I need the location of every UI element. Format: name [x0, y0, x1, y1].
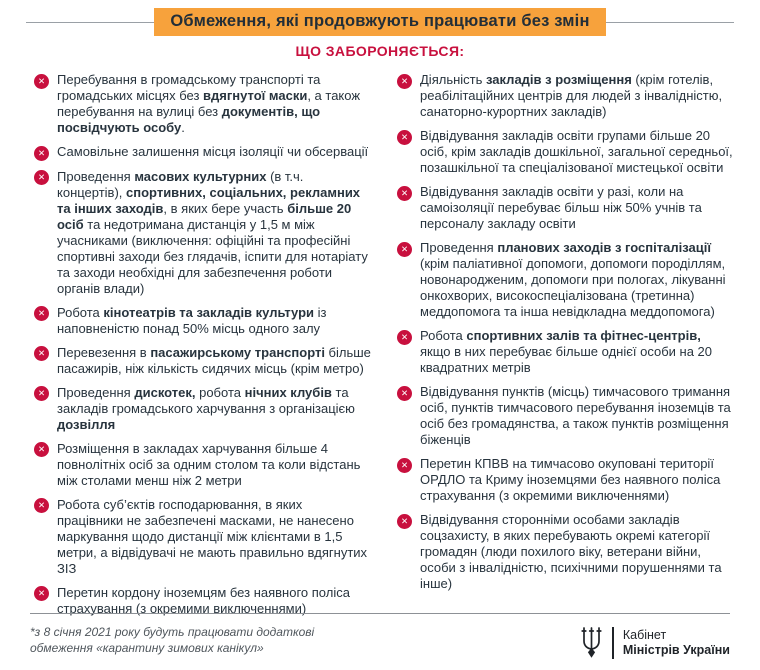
restriction-text: Розміщення в закладах харчування більше 4 повнолітніх осіб за одним столом та коли відстань між столами менш ніж 2 метри [57, 440, 361, 488]
restriction-item [34, 441, 371, 489]
restriction-item [397, 384, 734, 448]
restrictions-column-right [397, 72, 734, 625]
restrictions-column-left [34, 72, 371, 625]
restriction-item [34, 345, 371, 377]
restriction-text: Проведення планових заходів з госпіталізації (крім паліативної допомоги, допомоги породіллям, новонародженим, допомоги при пологах, лікуванні онкохворих, високоспеціалізована (третинна) меддопомога та інша невідкладна меддопомога) [420, 240, 726, 319]
x-circle-icon: ✕ [34, 386, 49, 401]
restriction-item [397, 184, 734, 232]
org-name [623, 628, 730, 658]
restriction-text: Перевезення в пасажирському транспорті більше пасажирів, ніж кількість сидячих місць (крім метро) [57, 344, 371, 376]
x-circle-icon: ✕ [397, 514, 412, 529]
x-circle-icon: ✕ [34, 170, 49, 185]
restriction-text: Відвідування пунктів (місць) тимчасового тримання осіб, пунктів тимчасового перебування іноземців та осіб без громадянства, а також пунктів розміщення біженців [420, 384, 731, 447]
restriction-item [34, 385, 371, 433]
restriction-text: Проведення масових культурних (в т.ч. концертів), спортивних, соціальних, рекламних та інших заходів, в яких бере участь більше 20 осіб та недотримана дистанція у 1,5 м між учасниками (виключення: офіційні та професійні спортивні заходи без глядачів, іспити для нотаріату та заходи необхідні для забезпечення роботи органів влади) [57, 168, 368, 296]
x-circle-icon: ✕ [34, 346, 49, 361]
restriction-item [34, 497, 371, 577]
logo-divider [612, 627, 614, 659]
restriction-text: Перетин кордону іноземцям без наявного поліса страхування (з окремими виключеннями) [57, 584, 350, 616]
restriction-text: Проведення дискотек, робота нічних клубів та закладів громадського харчування з організацією дозвілля [57, 384, 355, 432]
restriction-text: Відвідування закладів освіти у разі, коли на самоізоляції перебуває більш ніж 50% учнів та персоналу закладу освіти [420, 184, 702, 231]
footnote: *з 8 січня 2021 року будуть працювати додаткові обмеження «карантину зимових канікул» [30, 625, 315, 655]
restriction-item [397, 456, 734, 504]
x-circle-icon: ✕ [397, 186, 412, 201]
restriction-item [34, 169, 371, 297]
org-name-line2: Міністрів України [622, 643, 730, 657]
government-signature [580, 626, 730, 660]
restriction-text: Відвідування закладів освіти групами більше 20 осіб, крім закладів дошкільної, загальної середньої, позашкільної та спеціалізованої мистецької освіти [420, 128, 733, 175]
trident-icon [580, 626, 603, 660]
x-circle-icon: ✕ [397, 330, 412, 345]
restriction-item [34, 144, 371, 161]
x-circle-icon: ✕ [34, 74, 49, 89]
restriction-text: Робота кінотеатрів та закладів культури із наповненістю понад 50% місць одного залу [57, 304, 327, 336]
restriction-text: Діяльність закладів з розміщення (крім готелів, реабілітаційних центрів для людей з інвалідністю, санаторно-курортних закладів) [420, 72, 723, 119]
restriction-item [397, 72, 734, 120]
restriction-item [397, 512, 734, 592]
restriction-text: Робота спортивних залів та фітнес-центрів, якщо в них перебуває більше однієї особи на 20 квадратних метрів [420, 328, 712, 375]
header [0, 0, 760, 36]
restriction-text: Перетин КПВВ на тимчасово окуповані території ОРДЛО та Криму іноземцями без наявного поліса страхування (з окремими виключеннями) [420, 456, 721, 503]
header-rule-left [26, 22, 154, 23]
x-circle-icon: ✕ [397, 74, 412, 89]
x-circle-icon: ✕ [397, 130, 412, 145]
restriction-item [397, 240, 734, 320]
restriction-item [397, 328, 734, 376]
restriction-text: Робота суб’єктів господарювання, в яких працівники не забезпечені масками, не нанесено маркування щодо дистанції між клієнтами в 1,5 метри, а відвідувачі не мають правильно вдягнутих ЗІЗ [57, 496, 368, 576]
restriction-text: Самовільне залишення місця ізоляції чи обсервації [57, 144, 369, 159]
restriction-text: Відвідування сторонніми особами закладів соцзахисту, в яких перебувають окремі категорії громадян (люди похилого віку, ветерани війни, особи з інвалідністю, психічними порушеннями та інше) [420, 512, 722, 591]
x-circle-icon: ✕ [34, 498, 49, 513]
x-circle-icon: ✕ [34, 306, 49, 321]
restriction-item [34, 305, 371, 337]
x-circle-icon: ✕ [34, 586, 49, 601]
x-circle-icon: ✕ [397, 386, 412, 401]
footer [30, 613, 730, 660]
restriction-item [34, 585, 371, 617]
x-circle-icon: ✕ [34, 146, 49, 161]
x-circle-icon: ✕ [34, 442, 49, 457]
org-name-line1: Кабінет [622, 628, 667, 642]
restrictions-columns [0, 59, 760, 625]
restriction-text: Перебування в громадському транспорті та громадських місцях без вдягнутої маски, а також перебування на вулиці без документів, що посвідчують особу. [57, 72, 361, 135]
restriction-item [397, 128, 734, 176]
header-rule-right [606, 22, 734, 23]
restriction-item [34, 72, 371, 136]
section-heading: ЩО ЗАБОРОНЯЄТЬСЯ: [295, 43, 465, 59]
x-circle-icon: ✕ [397, 458, 412, 473]
x-circle-icon: ✕ [397, 242, 412, 257]
page-title: Обмеження, які продовжують працювати без змін [154, 8, 605, 36]
